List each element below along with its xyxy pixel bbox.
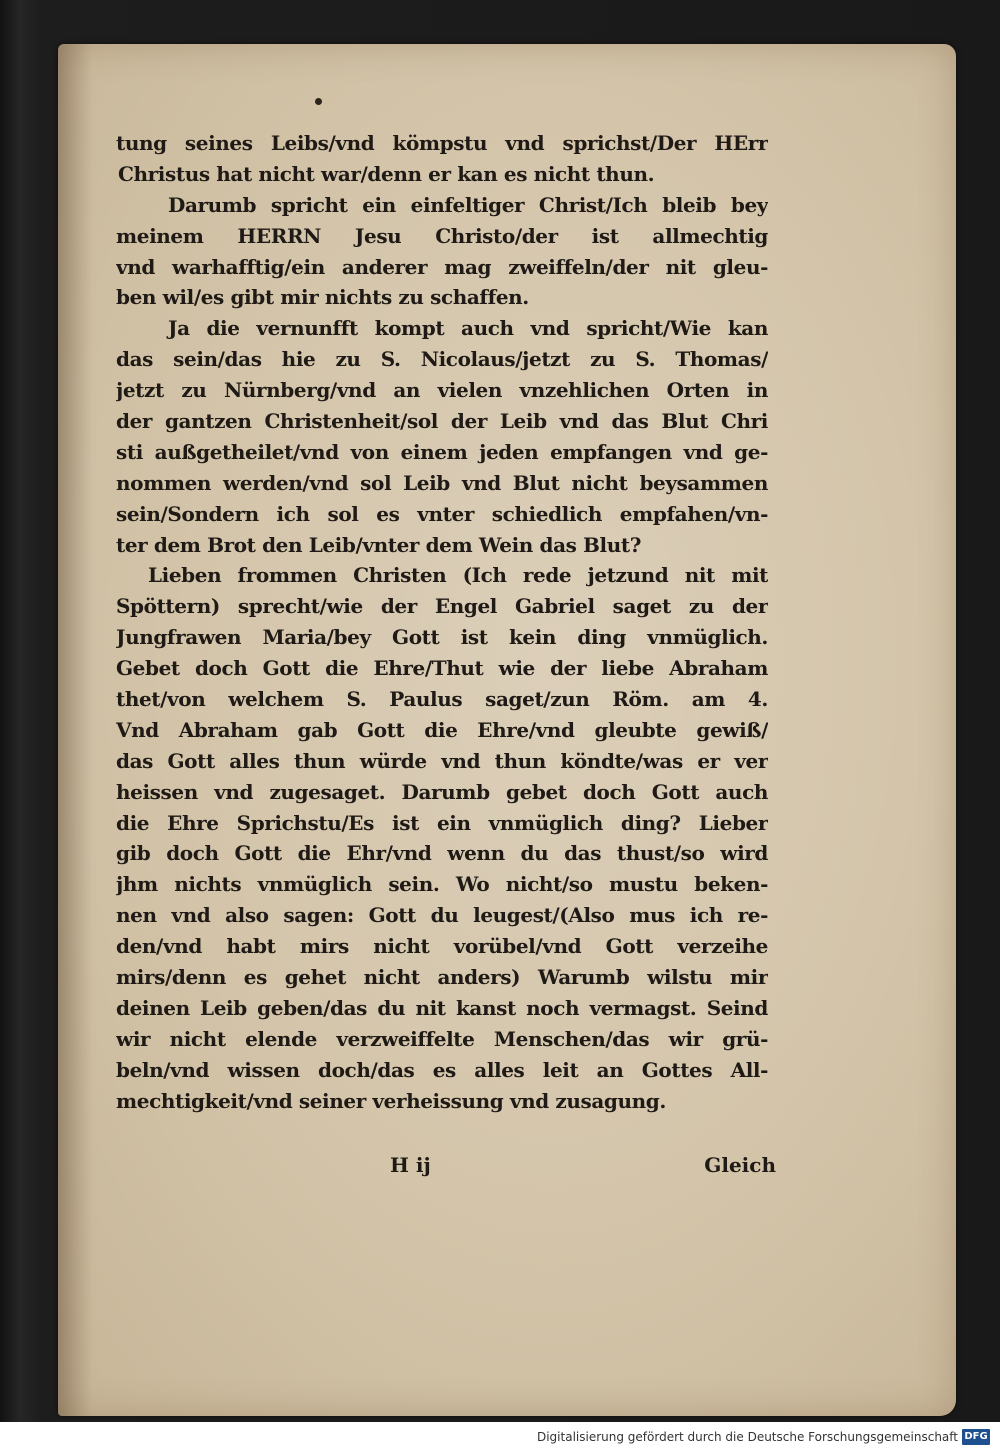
text-line: heissen vnd zugesaget. Darumb gebet doch Gott auch bbox=[116, 779, 768, 804]
text-line: das Gott alles thun würde vnd thun köndte/was er ver bbox=[116, 748, 768, 773]
dfg-logo: DFG bbox=[962, 1429, 990, 1445]
text-line: gib doch Gott die Ehr/vnd wenn du das thust/so wird bbox=[116, 841, 768, 866]
text-line: deinen Leib geben/das du nit kanst noch vermagst. Seind bbox=[116, 995, 768, 1020]
page-footer bbox=[116, 1153, 776, 1185]
text-line: beln/vnd wissen doch/das es alles leit an Gottes All- bbox=[116, 1057, 768, 1082]
text-line: Ja die vernunfft kompt auch vnd spricht/Wie kan bbox=[168, 316, 768, 341]
text-line: nommen werden/vnd sol Leib vnd Blut nicht beysammen bbox=[116, 470, 768, 495]
text-line: ter dem Brot den Leib/vnter dem Wein das Blut? bbox=[116, 532, 642, 557]
text-line: ben wil/es gibt mir nichts zu schaffen. bbox=[116, 285, 529, 310]
text-line: mechtigkeit/vnd seiner verheissung vnd zusagung. bbox=[116, 1088, 666, 1113]
text-line: jetzt zu Nürnberg/vnd an vielen vnzehlichen Orten in bbox=[116, 378, 768, 403]
catchword: Gleich bbox=[704, 1153, 776, 1177]
text-line: thet/von welchem S. Paulus saget/zun Röm. am 4. bbox=[116, 687, 768, 712]
text-line: sti außgetheilet/vnd von einem jeden empfangen vnd ge- bbox=[116, 439, 768, 464]
ink-dot bbox=[315, 98, 322, 105]
text-line: Gebet doch Gott die Ehre/Thut wie der liebe Abraham bbox=[116, 656, 768, 681]
text-line: sein/Sondern ich sol es vnter schiedlich empfahen/vn- bbox=[116, 501, 768, 526]
text-line: Spöttern) sprecht/wie der Engel Gabriel saget zu der bbox=[116, 594, 768, 619]
text-line: nen vnd also sagen: Gott du leugest/(Also mus ich re- bbox=[116, 903, 768, 928]
text-line: mirs/denn es gehet nicht anders) Warumb wilstu mir bbox=[116, 965, 768, 990]
text-line: der gantzen Christenheit/sol der Leib vnd das Blut Chri bbox=[116, 409, 768, 434]
text-line: Jungfrawen Maria/bey Gott ist kein ding vnmüglich. bbox=[116, 625, 768, 650]
text-line: jhm nichts vnmüglich sein. Wo nicht/so mustu beken- bbox=[116, 872, 768, 897]
text-line: meinem HERRN Jesu Christo/der ist allmechtig bbox=[116, 223, 768, 248]
text-line: die Ehre Sprichstu/Es ist ein vnmüglich ding? Lieber bbox=[116, 810, 768, 835]
dfg-credit-text: Digitalisierung gefördert durch die Deutsche Forschungsgemeinschaft bbox=[536, 1430, 958, 1444]
text-line: Darumb spricht ein einfeltiger Christ/Ich bleib bey bbox=[168, 192, 768, 217]
text-line: den/vnd habt mirs nicht vorübel/vnd Gott verzeihe bbox=[116, 934, 768, 959]
text-line: Vnd Abraham gab Gott die Ehre/vnd gleubte gewiß/ bbox=[116, 717, 768, 742]
text-line: Christus hat nicht war/denn er kan es nicht thun. bbox=[118, 161, 655, 186]
text-line: das sein/das hie zu S. Nicolaus/jetzt zu S. Thomas/ bbox=[116, 347, 768, 372]
text-line: vnd warhafftig/ein anderer mag zweiffeln/der nit gleu- bbox=[116, 254, 768, 279]
page-text bbox=[116, 128, 768, 1117]
text-line: Lieben frommen Christen (Ich rede jetzund nit mit bbox=[148, 563, 768, 588]
text-line: wir nicht elende verzweiffelte Menschen/das wir grü- bbox=[116, 1026, 768, 1051]
signature-mark: H ij bbox=[390, 1153, 431, 1177]
text-line: tung seines Leibs/vnd kömpstu vnd sprichst/Der HErr bbox=[116, 131, 768, 155]
dfg-credit-bar bbox=[0, 1422, 1000, 1452]
